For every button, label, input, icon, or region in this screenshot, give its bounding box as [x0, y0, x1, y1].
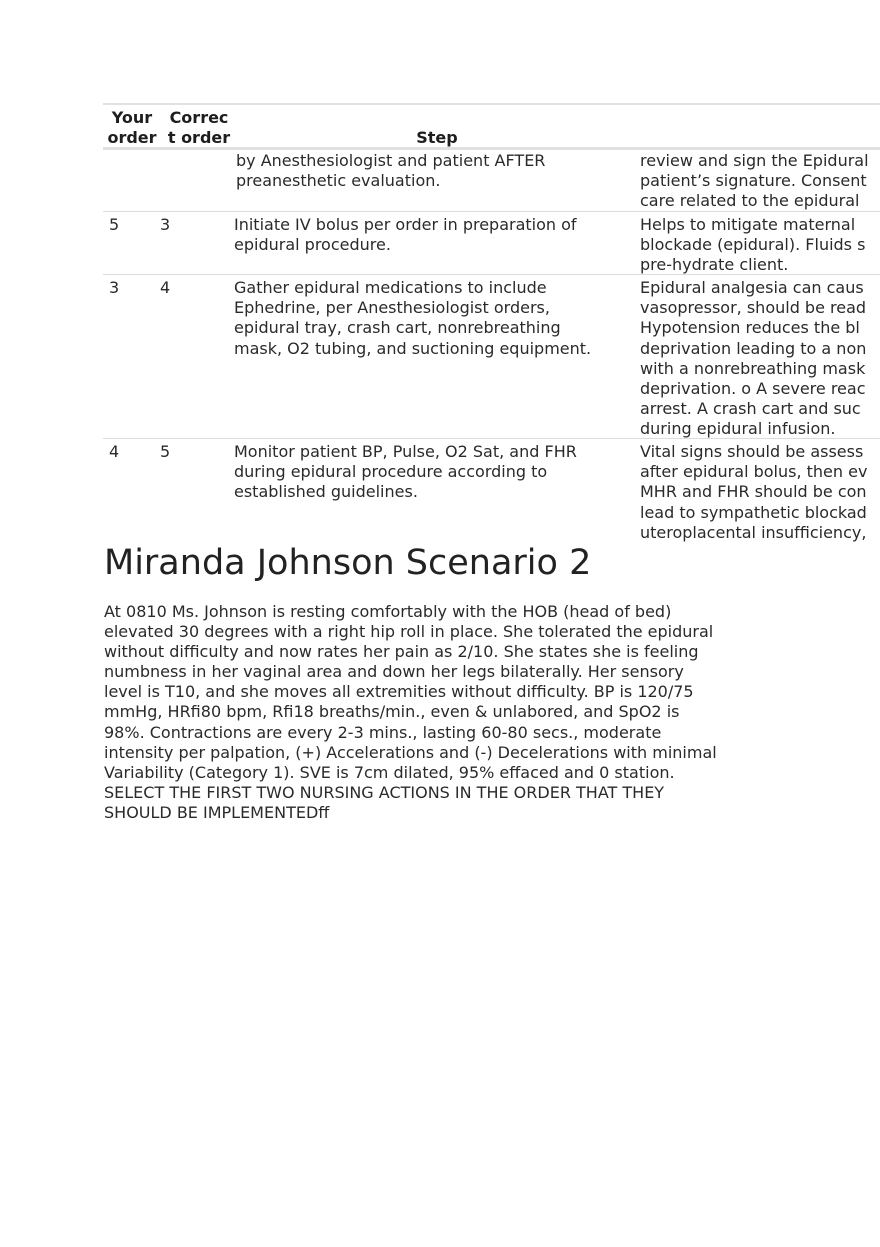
- row-3-step: [234, 442, 577, 503]
- step-line: Gather epidural medications to include: [234, 278, 547, 297]
- rationale-line: Epidural analgesia can caus: [640, 278, 864, 297]
- rationale-line: pre-hydrate client.: [640, 255, 789, 275]
- paragraph-line: Variability (Category 1). SVE is 7cm dilated, 95% effaced and 0 station.: [104, 762, 675, 782]
- paragraph-line: At 0810 Ms. Johnson is resting comfortably with the HOB (head of bed): [104, 602, 672, 621]
- row-1-correct-order: 3: [160, 215, 171, 234]
- header-correct-order-line2: t order: [167, 128, 231, 147]
- header-step-label: Step: [416, 128, 458, 147]
- rationale-line: lead to sympathetic blockad: [640, 502, 867, 522]
- step-line: preanesthetic evaluation.: [236, 171, 441, 191]
- paragraph-line: numbness in her vaginal area and down her legs bilaterally. Her sensory: [104, 662, 684, 682]
- header-correct-order: [163, 108, 235, 148]
- paragraph-line: SHOULD BE IMPLEMENTEDﬀ: [104, 802, 330, 822]
- header-bottom-rule: [103, 147, 880, 150]
- paragraph-line: mmHg, HRﬁ80 bpm, Rﬁ18 breaths/min., even & unlabored, and SpO2 is: [104, 702, 680, 722]
- row-0-step: [236, 151, 545, 191]
- row-3-your-order: 4: [109, 442, 120, 461]
- rationale-line: review and sign the Epidural: [640, 151, 869, 170]
- step-line: mask, O2 tubing, and suctioning equipment.: [234, 338, 592, 358]
- row-2-rationale: [640, 278, 880, 440]
- rationale-line: Vital signs should be assess: [640, 442, 864, 461]
- header-correct-order-line1: Correc: [169, 108, 229, 127]
- row-1-your-order: 5: [109, 215, 120, 234]
- paragraph-line: without difﬁculty and now rates her pain as 2/10. She states she is feeling: [104, 642, 699, 662]
- rationale-line: during epidural infusion.: [640, 419, 836, 439]
- header-step: [237, 128, 637, 148]
- rationale-line: with a nonrebreathing mask: [640, 358, 866, 378]
- row-divider: [103, 438, 880, 439]
- rationale-line: Hypotension reduces the bl: [640, 318, 860, 338]
- scenario-paragraph: [104, 602, 794, 823]
- paragraph-line: 98%. Contractions are every 2-3 mins., lasting 60-80 secs., moderate: [104, 722, 662, 742]
- row-0-rationale: [640, 151, 880, 212]
- row-1-step: [234, 215, 577, 255]
- step-line: during epidural procedure according to: [234, 462, 548, 482]
- scenario-title: Miranda Johnson Scenario 2: [104, 543, 592, 583]
- paragraph-line: SELECT THE FIRST TWO NURSING ACTIONS IN THE ORDER THAT THEY: [104, 782, 665, 802]
- step-line: Initiate IV bolus per order in preparation of: [234, 215, 577, 234]
- header-your-order-line1: Your: [111, 108, 153, 127]
- step-line: Monitor patient BP, Pulse, O2 Sat, and FHR: [234, 442, 577, 461]
- rationale-line: after epidural bolus, then ev: [640, 462, 868, 482]
- row-2-your-order: 3: [109, 278, 120, 297]
- row-2-correct-order: 4: [160, 278, 171, 297]
- row-1-rationale: [640, 215, 880, 276]
- rationale-line: blockade (epidural). Fluids s: [640, 235, 866, 255]
- row-divider: [103, 274, 880, 275]
- rationale-line: patient’s signature. Consent: [640, 171, 867, 191]
- rationale-line: deprivation. o A severe reac: [640, 379, 866, 399]
- step-line: by Anesthesiologist and patient AFTER: [236, 151, 546, 170]
- rationale-line: deprivation leading to a non: [640, 338, 867, 358]
- step-line: epidural tray, crash cart, nonrebreathing: [234, 318, 561, 338]
- step-line: Ephedrine, per Anesthesiologist orders,: [234, 298, 550, 318]
- rationale-line: arrest. A crash cart and suc: [640, 399, 861, 419]
- rationale-line: uteroplacental insufﬁciency,: [640, 522, 867, 542]
- row-3-rationale: [640, 442, 880, 543]
- rationale-line: vasopressor, should be read: [640, 298, 867, 318]
- table-top-rule: [103, 103, 880, 105]
- order-steps-table: [103, 103, 880, 543]
- rationale-line: care related to the epidural: [640, 191, 860, 211]
- paragraph-line: level is T10, and she moves all extremities without difﬁculty. BP is 120/75: [104, 682, 694, 702]
- row-3-correct-order: 5: [160, 442, 171, 461]
- row-divider: [103, 211, 880, 212]
- step-line: epidural procedure.: [234, 235, 391, 255]
- rationale-line: Helps to mitigate maternal: [640, 215, 856, 234]
- rationale-line: MHR and FHR should be con: [640, 482, 867, 502]
- paragraph-line: intensity per palpation, (+) Accelerations and (-) Decelerations with minimal: [104, 742, 717, 762]
- header-your-order-line2: order: [107, 128, 157, 147]
- step-line: established guidelines.: [234, 482, 418, 502]
- row-2-step: [234, 278, 591, 359]
- paragraph-line: elevated 30 degrees with a right hip roll in place. She tolerated the epidural: [104, 622, 714, 642]
- header-your-order: [103, 108, 161, 148]
